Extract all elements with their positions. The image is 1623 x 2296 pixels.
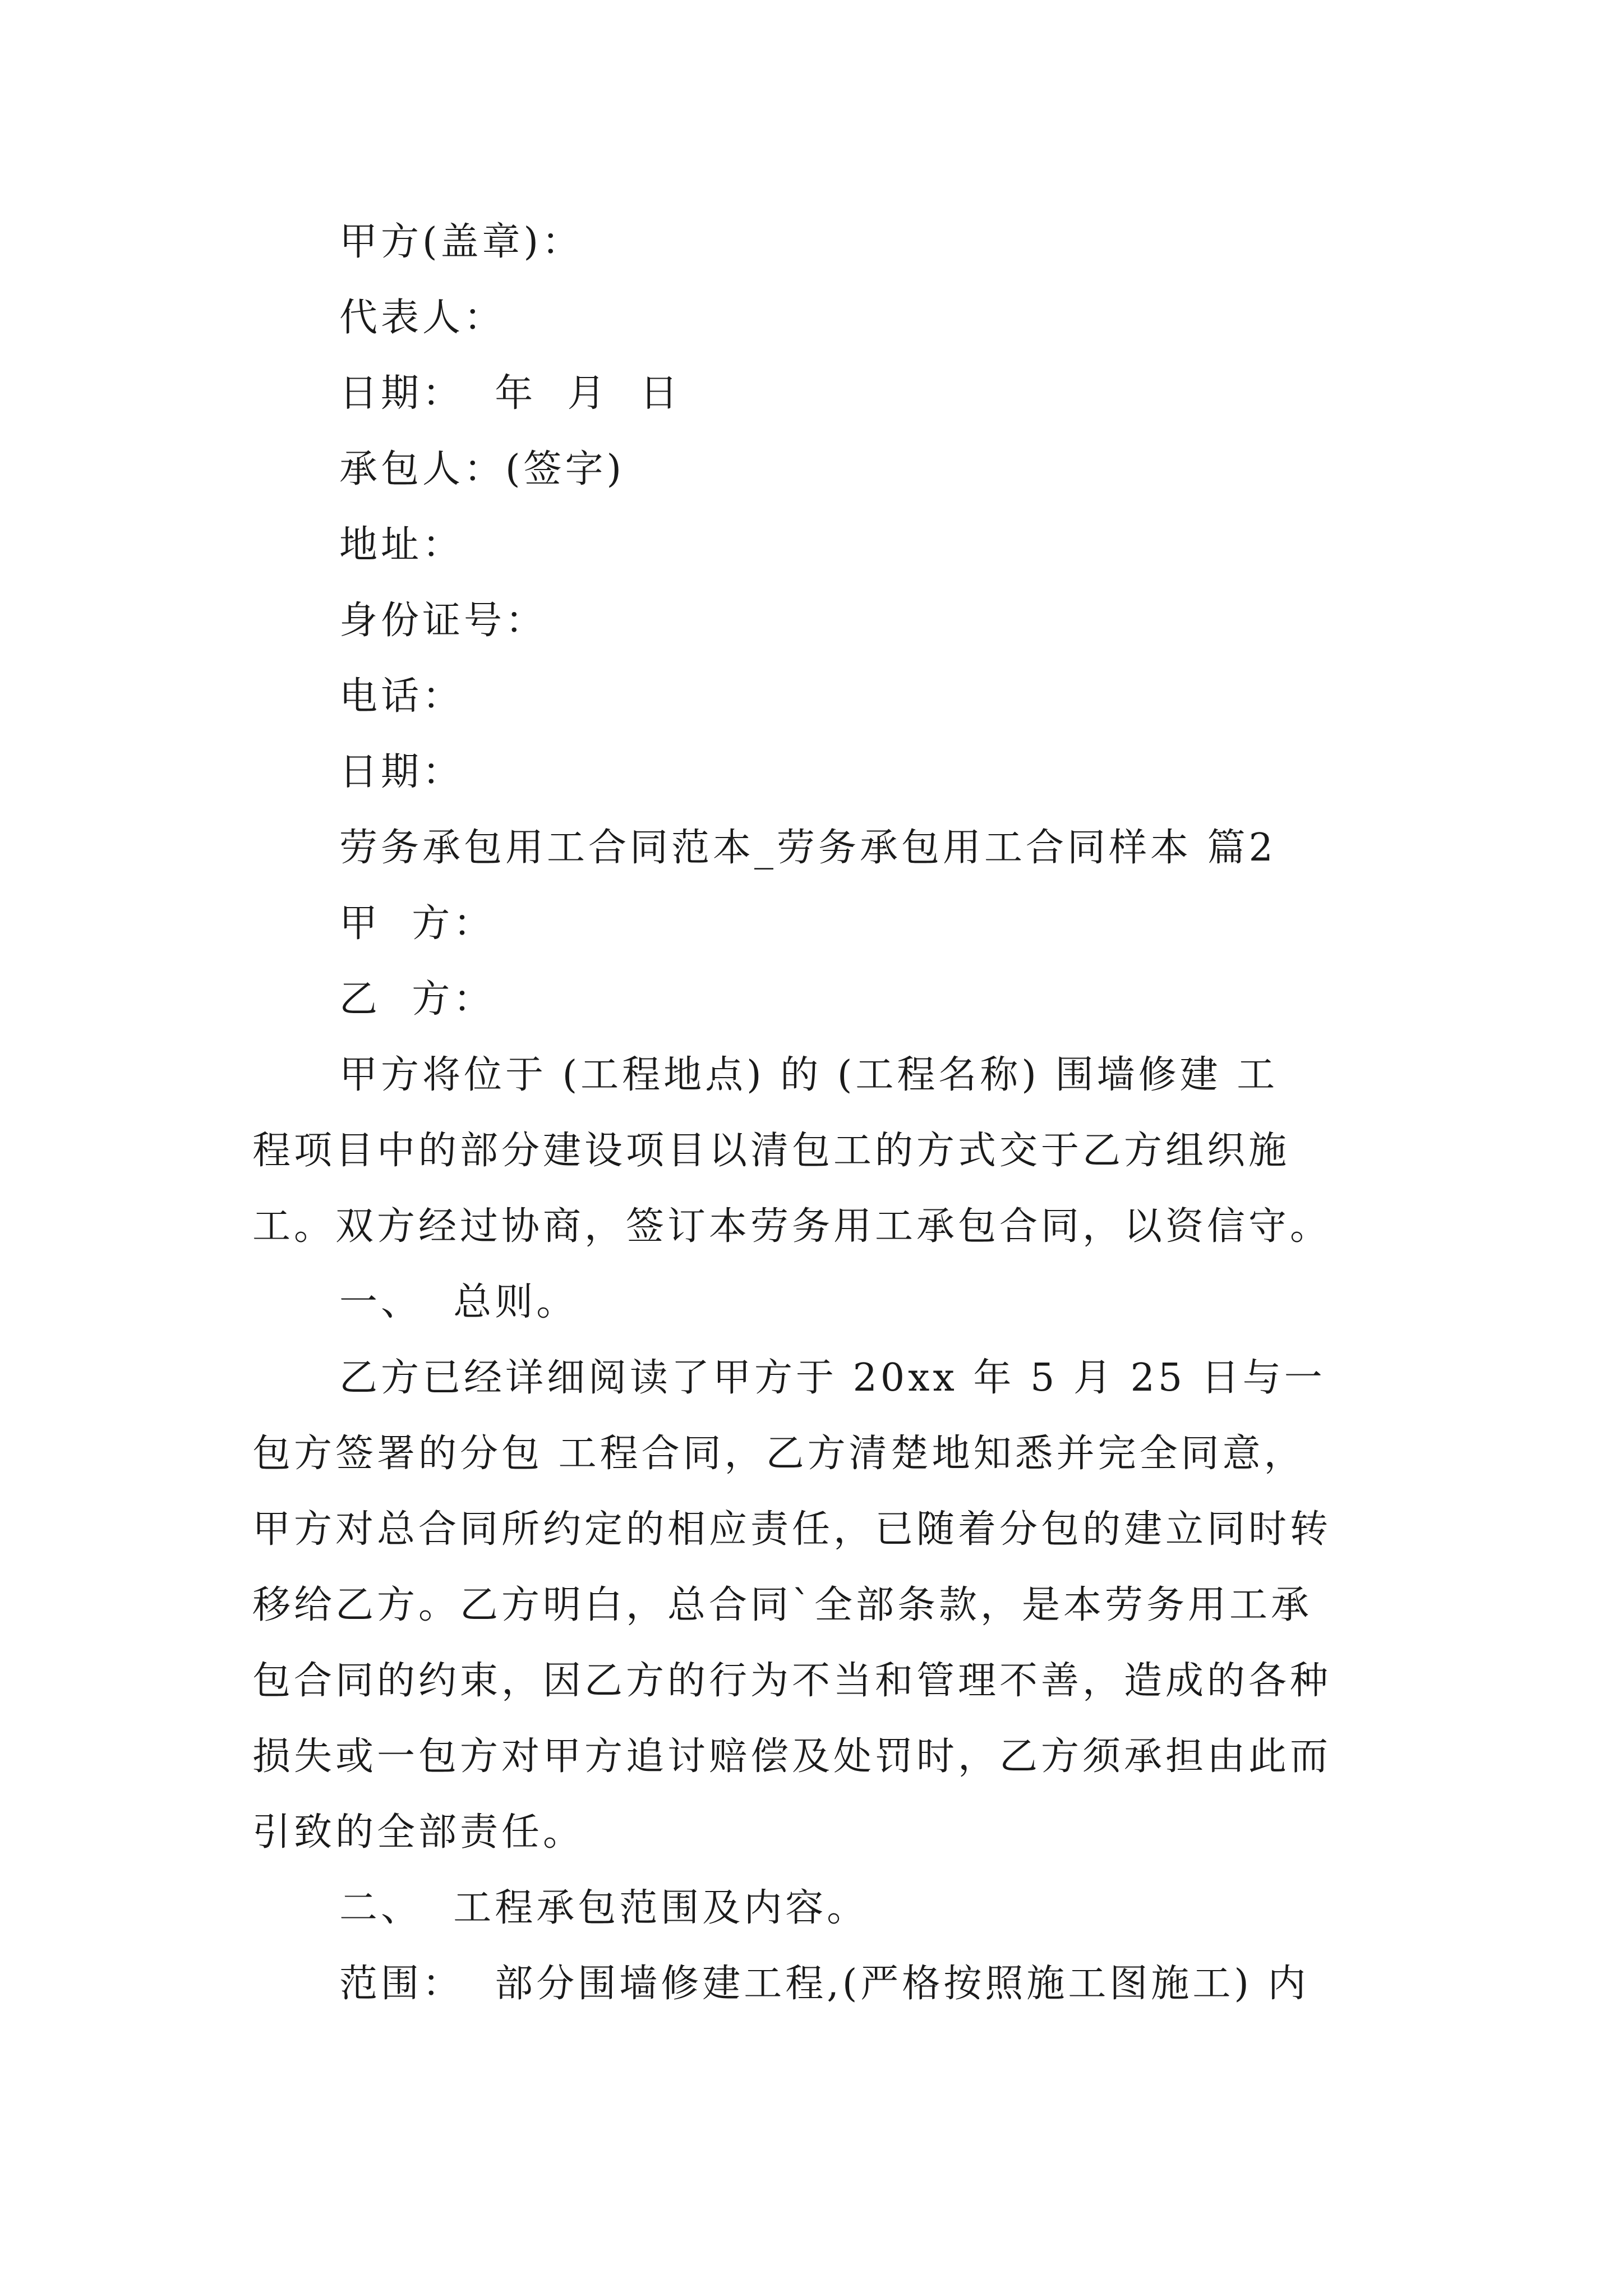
article-1-heading: 一、 总则。	[339, 1280, 578, 1324]
article-1-line-5: 包合同的约束，因乙方的行为不当和管理不善，造成的各种	[252, 1659, 1332, 1703]
address-line: 地址：	[339, 523, 464, 567]
article-1-line-4: 移给乙方。乙方明白，总合同`全部条款，是本劳务用工承	[252, 1583, 1313, 1627]
party-a-seal-line: 甲方(盖章)：	[339, 220, 584, 264]
article-1-line-7: 引致的全部责任。	[252, 1810, 585, 1855]
party-a-line: 甲 方：	[339, 901, 495, 946]
section-title: 劳务承包用工合同范本_劳务承包用工合同样本 篇2	[339, 826, 1276, 870]
date-ymd-line: 日期： 年 月 日	[339, 371, 681, 416]
article-1-line-1: 乙方已经详细阅读了甲方于 20xx 年 5 月 25 日与一	[339, 1356, 1326, 1400]
party-b-line: 乙 方：	[339, 977, 495, 1022]
intro-line-3: 工。双方经过协商，签订本劳务用工承包合同，以资信守。	[252, 1204, 1332, 1249]
article-1-line-3: 甲方对总合同所约定的相应责任，已随着分包的建立同时转	[252, 1507, 1332, 1552]
intro-line-1: 甲方将位于 (工程地点) 的 (工程名称) 围墙修建 工	[339, 1053, 1279, 1097]
article-2-heading: 二、 工程承包范围及内容。	[339, 1886, 869, 1930]
article-1-line-6: 损失或一包方对甲方追讨赔偿及处罚时，乙方须承担由此而	[252, 1734, 1332, 1779]
date-line: 日期：	[339, 750, 464, 794]
article-2-scope-line: 范围： 部分围墙修建工程,(严格按照施工图施工) 内	[339, 1962, 1310, 2006]
representative-line: 代表人：	[339, 296, 506, 340]
intro-line-2: 程项目中的部分建设项目以清包工的方式交于乙方组织施	[252, 1129, 1290, 1173]
phone-line: 电话：	[339, 674, 464, 719]
contractor-sign-line: 承包人：(签字)	[339, 447, 625, 491]
id-number-line: 身份证号：	[339, 599, 547, 643]
article-1-line-2: 包方签署的分包 工程合同，乙方清楚地知悉并完全同意，	[252, 1432, 1306, 1476]
